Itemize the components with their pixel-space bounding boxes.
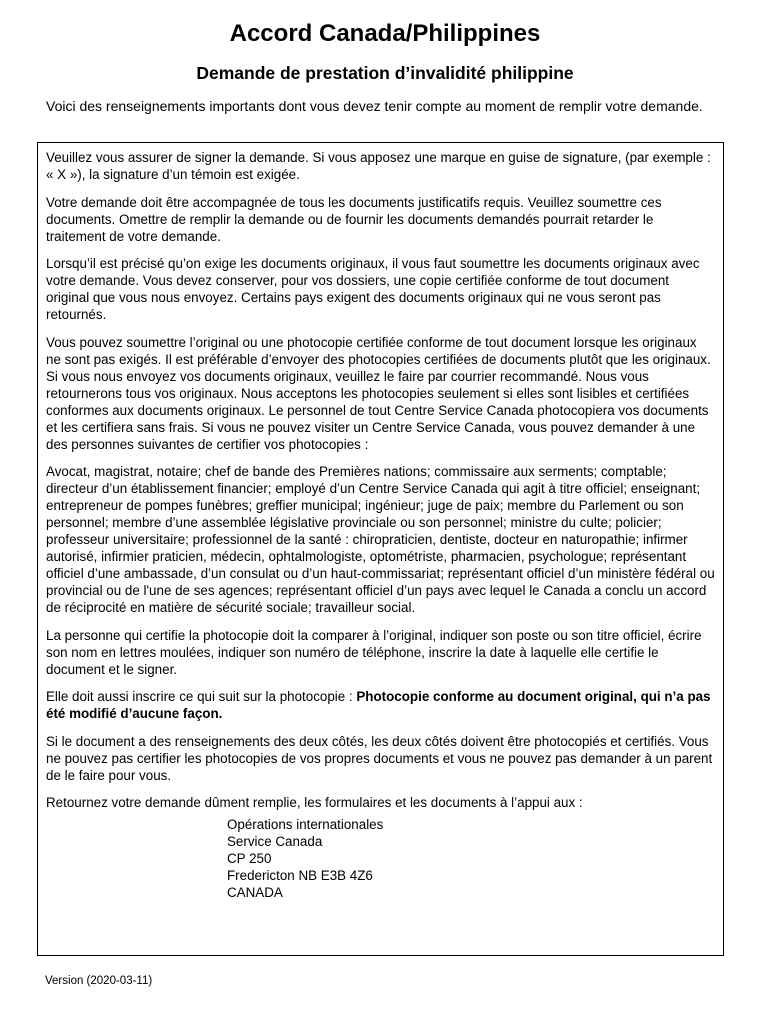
certified-copies-paragraph: Vous pouvez soumettre l’original ou une photocopie certifiée conforme de tout document lorsque les originaux ne sont pas exigés. Il est préférable d’envoyer des photocopies certifiées de documents plutôt que les originaux. Si vous nous envoyez vos documents originaux, veuillez le faire par courrier recommandé. Nous vous retournerons tous vos originaux. Nous acceptons les photocopies seulement si elles sont lisibles et certifiées conformes aux documents originaux. Le personnel de tout Centre Service Canada photocopiera vos documents et les certifiera sans frais. Si vous ne pouvez visiter un Centre Service Canada, vous pouvez demander à une des personnes suivantes de certifier vos photocopies : xyxy=(46,334,711,452)
certification-statement-paragraph xyxy=(46,688,715,722)
address-line: Fredericton NB E3B 4Z6 xyxy=(227,867,373,883)
intro-paragraph: Voici des renseignements importants dont vous devez tenir compte au moment de remplir votre demande. xyxy=(46,98,703,114)
supporting-documents-paragraph: Votre demande doit être accompagnée de tous les documents justificatifs requis. Veuillez soumettre ces documents. Omettre de remplir la demande ou de fournir les documents demandés pourrait retarder le traitement de votre demande. xyxy=(46,194,662,244)
document-title: Accord Canada/Philippines xyxy=(229,20,541,47)
address-line: CANADA xyxy=(227,884,283,900)
mailing-address xyxy=(227,816,715,901)
return-instructions-paragraph: Retournez votre demande dûment remplie, les formulaires et les documents à l’appui aux : xyxy=(46,795,583,810)
version-label: Version (2020-03-11) xyxy=(45,975,153,987)
two-sided-documents-paragraph: Si le document a des renseignements des deux côtés, les deux côtés doivent être photocopiés et certifiés. Vous ne pouvez pas certifier les photocopies de vos propres documents et vous ne pouvez pas demander à un parent de le faire pour vous. xyxy=(46,733,713,783)
address-line: Opérations internationales xyxy=(227,816,384,832)
instructions-box xyxy=(37,142,724,956)
certifiers-list-paragraph: Avocat, magistrat, notaire; chef de bande des Premières nations; commissaire aux serments; comptable; directeur d’un établissement financier; employé d’un Centre Service Canada qui agit à titre officiel; enseignant; entrepreneur de pompes funèbres; greffier municipal; ingénieur; juge de paix; membre du Parlement ou son personnel; membre d’une assemblée législative provinciale ou son personnel; ministre du culte; policier; professeur universitaire; professionnel de la santé : chiropraticien, dentiste, docteur en naturopathie; infirmer autorisé, infirmier praticien, médecin, ophtalmologiste, optométriste, pharmacien, psychologue; représentant officiel d’une ambassade, d’un consulat ou d’un haut-commissariat; représentant officiel d’un ministère fédéral ou provincial ou de l'une de ses agences; représentant officiel d’un pays avec lequel le Canada a conclu un accord de réciprocité en matière de sécurité sociale; travailleur social. xyxy=(46,464,715,615)
certification-statement-lead: Elle doit aussi inscrire ce qui suit sur la photocopie : xyxy=(46,689,357,704)
address-line: Service Canada xyxy=(227,833,323,849)
address-line: CP 250 xyxy=(227,850,272,866)
document-subtitle: Demande de prestation d’invalidité philippine xyxy=(196,63,574,83)
original-documents-paragraph: Lorsqu’il est précisé qu’on exige les documents originaux, il vous faut soumettre les documents originaux avec votre demande. Vous devez conserver, pour vos dossiers, une copie certifiée conforme de tout document original que vous nous envoyez. Certains pays exigent des documents originaux qui ne vous seront pas retournés. xyxy=(46,256,700,322)
certification-statement-text: Photocopie conforme au document original, qui n’a pas été modifié d’aucune façon. xyxy=(46,689,711,721)
certifier-duties-paragraph: La personne qui certifie la photocopie doit la comparer à l’original, indiquer son poste ou son titre officiel, écrire son nom en lettres moulées, indiquer son numéro de téléphone, inscrire la date à laquelle elle certifie le document et le signer. xyxy=(46,627,702,677)
signature-paragraph: Veuillez vous assurer de signer la demande. Si vous apposez une marque en guise de signature, (par exemple : « X »), la signature d’un témoin est exigée. xyxy=(46,150,711,182)
